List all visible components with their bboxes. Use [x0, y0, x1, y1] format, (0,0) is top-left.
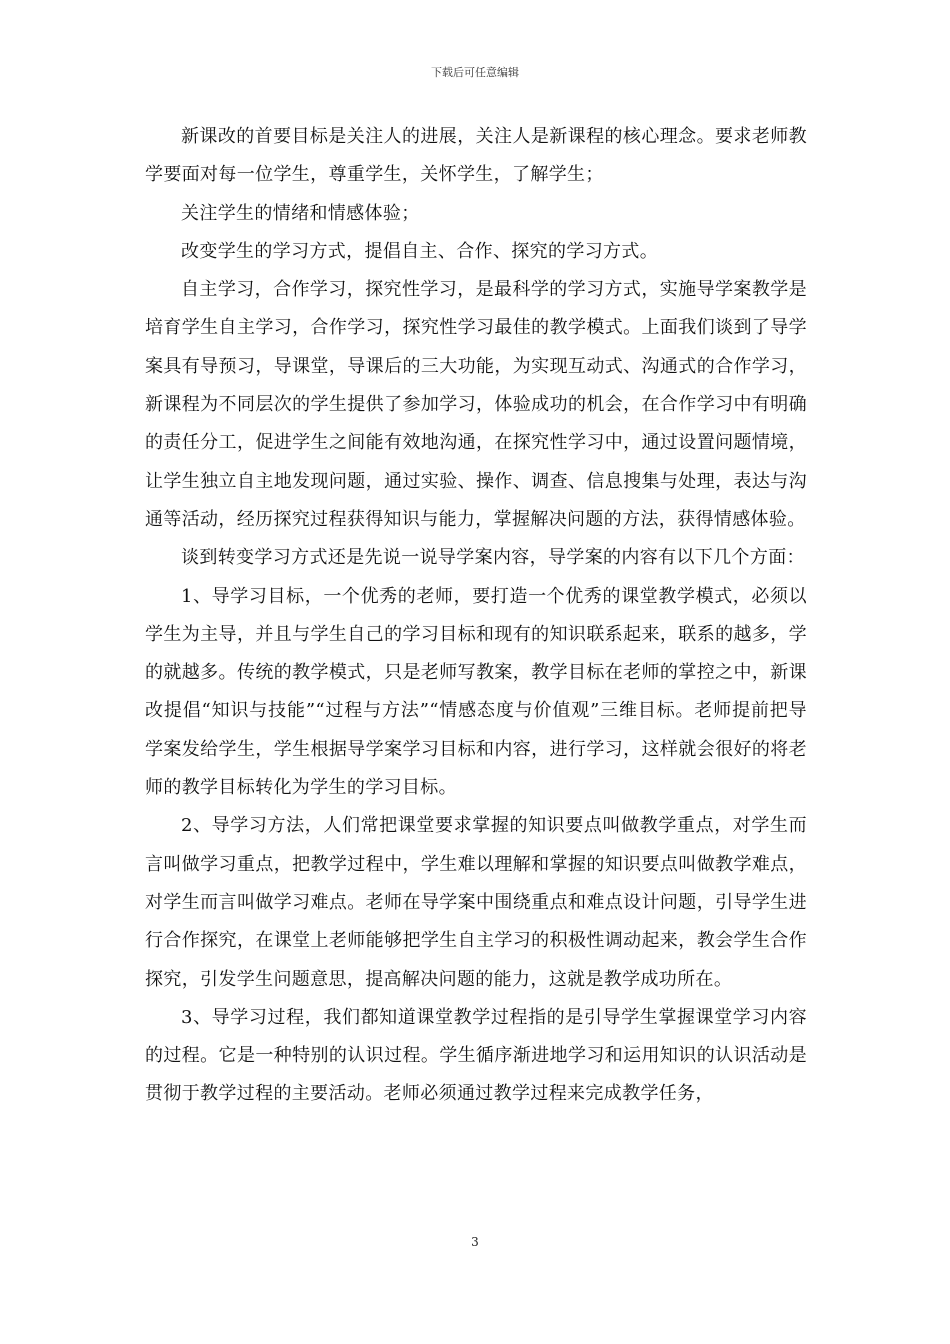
- paragraph-6: 1、导学习目标，一个优秀的老师，要打造一个优秀的课堂教学模式，必须以学生为主导，并且与学生自己的学习目标和现有的知识联系起来，联系的越多，学的就越多。传统的教学模式，只是老师写教案，教学目标在老师的掌控之中，新课改提倡“知识与技能”“过程与方法”“情感态度与价值观”三维目标。老师提前把导学案发给学生，学生根据导学案学习目标和内容，进行学习，这样就会很好的将老师的教学目标转化为学生的学习目标。: [145, 585, 807, 799]
- page-number: 3: [471, 1235, 479, 1249]
- paragraph-5: 谈到转变学习方式还是先说一说导学案内容，导学案的内容有以下几个方面：: [181, 547, 805, 569]
- paragraph-3: 改变学生的学习方式，提倡自主、合作、探究的学习方式。: [181, 240, 659, 262]
- page-header: 下载后可任意编辑: [431, 66, 519, 79]
- paragraph-4: 自主学习，合作学习，探究性学习，是最科学的学习方式，实施导学案教学是培育学生自主学习，合作学习，探究性学习最佳的教学模式。上面我们谈到了导学案具有导预习，导课堂，导课后的三大功能，为实现互动式、沟通式的合作学习，新课程为不同层次的学生提供了参加学习，体验成功的机会，在合作学习中有明确的责任分工，促进学生之间能有效地沟通，在探究性学习中，通过设置问题情境，让学生独立自主地发现问题，通过实验、操作、调查、信息搜集与处理，表达与沟通等活动，经历探究过程获得知识与能力，掌握解决问题的方法，获得情感体验。: [145, 279, 807, 530]
- paragraph-1: 新课改的首要目标是关注人的进展，关注人是新课程的核心理念。要求老师教学要面对每一位学生，尊重学生，关怀学生，了解学生；: [145, 126, 807, 186]
- paragraph-8: 3、导学习过程，我们都知道课堂教学过程指的是引导学生掌握课堂学习内容的过程。它是一种特别的认识过程。学生循序渐进地学习和运用知识的认识活动是贯彻于教学过程的主要活动。老师必须通过教学过程来完成教学任务，: [145, 1006, 807, 1105]
- paragraph-2: 关注学生的情绪和情感体验；: [181, 202, 420, 224]
- paragraph-7: 2、导学习方法，人们常把课堂要求掌握的知识要点叫做教学重点，对学生而言叫做学习重点，把教学过程中，学生难以理解和掌握的知识要点叫做教学难点，对学生而言叫做学习难点。老师在导学案中围绕重点和难点设计问题，引导学生进行合作探究，在课堂上老师能够把学生自主学习的积极性调动起来，教会学生合作探究，引发学生问题意思，提高解决问题的能力，这就是教学成功所在。: [145, 815, 807, 990]
- document-body: [145, 118, 807, 1114]
